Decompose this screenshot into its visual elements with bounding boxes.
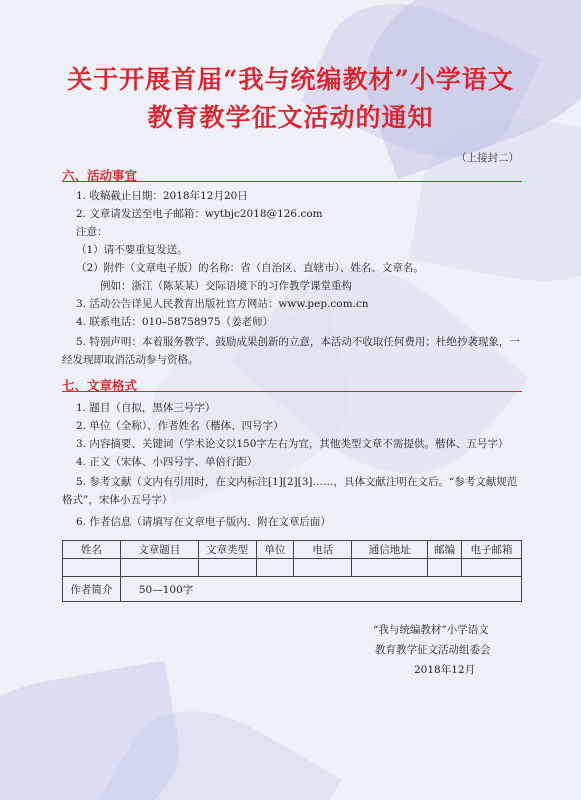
section7-line-author: 2. 单位（全称）、作者姓名（楷体、四号字） bbox=[76, 420, 284, 432]
table-header-cell: 文章类型 bbox=[198, 541, 256, 559]
intro-label-cell: 作者简介 bbox=[63, 577, 121, 602]
section6-line-note2: （2）附件（文章电子版）的名称：省（自治区、直辖市）、姓名、文章名。 bbox=[76, 262, 424, 274]
table-cell bbox=[294, 559, 352, 577]
signature-date: 2018年12月 bbox=[414, 664, 476, 676]
table-cell bbox=[120, 559, 198, 577]
table-intro-row bbox=[63, 577, 522, 602]
table-cell bbox=[428, 559, 462, 577]
section6-line-note: 注意： bbox=[76, 226, 108, 238]
table-cell bbox=[256, 559, 294, 577]
section6-divider bbox=[62, 181, 522, 182]
table-cell bbox=[352, 559, 428, 577]
section6-line-statement: 5. 特别声明：本着服务教学、鼓励成果创新的立意，本活动不收取任何费用；杜绝抄袭现象，一经发现即取消活动参与资格。 bbox=[62, 336, 520, 366]
section6-line-email: 2. 文章请发送至电子邮箱：wytbjc2018@126.com bbox=[76, 208, 323, 220]
table-cell bbox=[198, 559, 256, 577]
section7-heading: 七、文章格式 bbox=[62, 378, 138, 393]
section6-line-website: 3. 活动公告详见人民教育出版社官方网站：www.pep.com.cn bbox=[76, 298, 369, 310]
section6-line-note1: （1）请不要重复发送。 bbox=[76, 244, 188, 256]
section7-line-author-info: 6. 作者信息（请填写在文章电子版内、附在文章后面） bbox=[76, 516, 331, 528]
section6-line-example: 例如：浙江（陈某某）交际语境下的习作教学课堂重构 bbox=[100, 280, 352, 292]
section7-line-references: 5. 参考文献（文内有引用时，在文内标注[1][2][3]……，具体文献注明在文后。“参考文献规范格式”，宋体小五号字） bbox=[62, 476, 518, 506]
table-header-cell: 邮编 bbox=[428, 541, 462, 559]
table-cell bbox=[462, 559, 522, 577]
table-header-cell: 文章题目 bbox=[120, 541, 198, 559]
section6-line-deadline: 1. 收稿截止日期：2018年12月20日 bbox=[76, 190, 248, 202]
table-cell bbox=[63, 559, 121, 577]
table-row bbox=[63, 559, 522, 577]
continued-note: （上接封二） bbox=[456, 152, 519, 164]
signature-organizer-line1: “我与统编教材”小学语文 bbox=[373, 624, 489, 636]
table-header-cell: 单位 bbox=[256, 541, 294, 559]
section6-heading: 六、活动事宜 bbox=[62, 168, 138, 183]
section7-line-abstract: 3. 内容摘要、关键词（学术论文以150字左右为宜，其他类型文章不需提供。楷体、五号字） bbox=[76, 438, 509, 450]
page-title-line2: 教育教学征文活动的通知 bbox=[147, 103, 434, 132]
table-header-cell: 电子邮箱 bbox=[462, 541, 522, 559]
section7-line-title: 1. 题目（自拟，黑体三号字） bbox=[76, 402, 216, 414]
table-header-row bbox=[63, 541, 522, 559]
section6-line-phone: 4. 联系电话：010–58758975（姜老师） bbox=[76, 316, 274, 328]
table-header-cell: 姓名 bbox=[63, 541, 121, 559]
author-info-table bbox=[62, 540, 522, 602]
page-title-line1: 关于开展首届“我与统编教材”小学语文 bbox=[67, 65, 514, 94]
signature-organizer-line2: 教育教学征文活动组委会 bbox=[375, 644, 491, 656]
section7-line-body: 4. 正文（宋体、小四号字、单倍行距） bbox=[76, 456, 258, 468]
table-header-cell: 通信地址 bbox=[352, 541, 428, 559]
intro-value-cell: 50—100字 bbox=[120, 577, 521, 602]
section7-divider bbox=[62, 391, 522, 392]
table-header-cell: 电话 bbox=[294, 541, 352, 559]
